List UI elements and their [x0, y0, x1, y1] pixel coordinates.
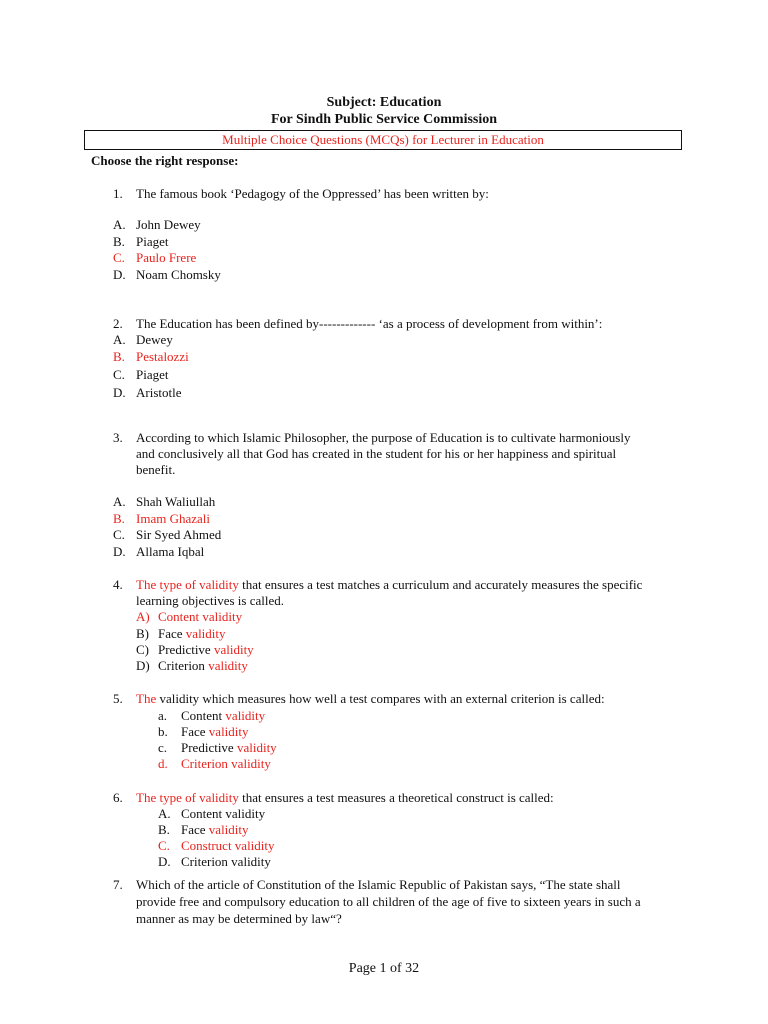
q4-option-b	[158, 626, 226, 642]
q4-option-a-label: A)	[136, 609, 150, 624]
q4-option-c-highlight: validity	[213, 642, 254, 657]
instruction-text: Choose the right response:	[91, 153, 239, 168]
q4-option-b-label: B)	[136, 626, 149, 641]
q4-option-c	[158, 642, 254, 658]
q2-number: 2.	[113, 316, 123, 331]
q4-text-rest: that ensures a test matches a curriculum and accurately measures the specific	[238, 577, 643, 592]
q6-option-b-label: B.	[158, 822, 170, 837]
q1-number: 1.	[113, 186, 123, 201]
q6-text	[136, 790, 554, 806]
q6-option-d-label: D.	[158, 854, 171, 869]
q3-option-d-label: D.	[113, 544, 126, 559]
q4-highlight: The type of validity	[136, 577, 239, 592]
q1-option-c-label: C.	[113, 250, 125, 265]
mcq-banner: Multiple Choice Questions (MCQs) for Lecturer in Education	[84, 130, 682, 150]
q5-option-c-label: c.	[158, 740, 168, 755]
q1-option-c-answer: Paulo Frere	[136, 250, 197, 265]
q4-option-d-text: Criterion	[158, 658, 209, 673]
q5-highlight: The	[136, 691, 157, 706]
q5-option-b	[181, 724, 249, 740]
q4-option-a-answer: Content validity	[158, 609, 243, 624]
q2-option-c-label: C.	[113, 367, 125, 382]
q2-option-a: Dewey	[136, 332, 173, 347]
q1-text: The famous book ‘Pedagogy of the Oppressed’ has been written by:	[136, 186, 489, 201]
q5-option-a-text: Content	[181, 708, 226, 723]
q5-option-a	[181, 708, 265, 724]
q6-option-c-label: C.	[158, 838, 170, 853]
q4-number: 4.	[113, 577, 123, 592]
q4-option-b-highlight: validity	[185, 626, 226, 641]
q3-option-c-label: C.	[113, 527, 125, 542]
q6-option-b-highlight: validity	[208, 822, 249, 837]
q6-text-rest: that ensures a test measures a theoretical construct is called:	[238, 790, 554, 805]
q2-option-d: Aristotle	[136, 385, 182, 400]
q3-option-a: Shah Waliullah	[136, 494, 216, 509]
q3-text-line1: According to which Islamic Philosopher, the purpose of Education is to cultivate harmoniously	[136, 430, 631, 445]
q6-option-a: Content validity	[181, 806, 266, 821]
q1-option-a-label: A.	[113, 217, 126, 232]
q5-option-d-answer: Criterion validity	[181, 756, 271, 771]
q4-option-c-label: C)	[136, 642, 149, 657]
q5-option-a-highlight: validity	[225, 708, 266, 723]
q5-option-c-highlight: validity	[236, 740, 277, 755]
q2-option-c: Piaget	[136, 367, 169, 382]
q4-option-c-text: Predictive	[158, 642, 214, 657]
q4-option-b-text: Face	[158, 626, 186, 641]
q1-option-b: Piaget	[136, 234, 169, 249]
q6-option-c-answer: Construct validity	[181, 838, 275, 853]
q5-option-d-label: d.	[158, 756, 168, 771]
q4-text-line1	[136, 577, 642, 593]
q3-option-c: Sir Syed Ahmed	[136, 527, 222, 542]
q5-option-b-label: b.	[158, 724, 168, 739]
q5-option-a-label: a.	[158, 708, 168, 723]
q6-number: 6.	[113, 790, 123, 805]
q5-option-c	[181, 740, 277, 756]
q7-text-line2: provide free and compulsory education to all children of the age of five to sixteen years in such a	[136, 894, 641, 909]
q6-option-d: Criterion validity	[181, 854, 271, 869]
q3-option-b-answer: Imam Ghazali	[136, 511, 210, 526]
q6-highlight: The type of validity	[136, 790, 239, 805]
q5-text-rest: validity which measures how well a test compares with an external criterion is called:	[156, 691, 605, 706]
subject-heading: Subject: Education	[326, 95, 442, 110]
q5-text	[136, 691, 605, 707]
q5-number: 5.	[113, 691, 123, 706]
q3-option-d: Allama Iqbal	[136, 544, 205, 559]
q1-option-d-label: D.	[113, 267, 126, 282]
q3-text-line2: and conclusively all that God has created in the student for his or her happiness and spiritual	[136, 446, 617, 461]
q6-option-b-text: Face	[181, 822, 209, 837]
q3-option-a-label: A.	[113, 494, 126, 509]
q5-option-b-text: Face	[181, 724, 209, 739]
q4-option-d-highlight: validity	[208, 658, 248, 673]
q3-option-b-label: B.	[113, 511, 125, 526]
q7-text-line3: manner as may be determined by law“?	[136, 911, 342, 926]
q1-option-b-label: B.	[113, 234, 125, 249]
q4-text-line2: learning objectives is called.	[136, 593, 285, 608]
page-number: Page 1 of 32	[348, 961, 420, 976]
commission-heading: For Sindh Public Service Commission	[270, 112, 498, 127]
q5-option-b-highlight: validity	[208, 724, 249, 739]
q3-number: 3.	[113, 430, 123, 445]
q4-option-d	[158, 658, 248, 674]
q2-text: The Education has been defined by------------- ‘as a process of development from within’:	[136, 316, 603, 331]
q2-option-d-label: D.	[113, 385, 126, 400]
q5-option-c-text: Predictive	[181, 740, 237, 755]
q2-option-b-label: B.	[113, 349, 125, 364]
q6-option-a-label: A.	[158, 806, 171, 821]
q1-option-a: John Dewey	[136, 217, 201, 232]
q2-option-b-answer: Pestalozzi	[136, 349, 189, 364]
q7-number: 7.	[113, 877, 123, 892]
q1-option-d: Noam Chomsky	[136, 267, 221, 282]
q6-option-b	[181, 822, 249, 838]
q2-option-a-label: A.	[113, 332, 126, 347]
q4-option-d-label: D)	[136, 658, 150, 673]
q7-text-line1: Which of the article of Constitution of the Islamic Republic of Pakistan says, “The state shall	[136, 877, 621, 892]
q3-text-line3: benefit.	[136, 462, 176, 477]
